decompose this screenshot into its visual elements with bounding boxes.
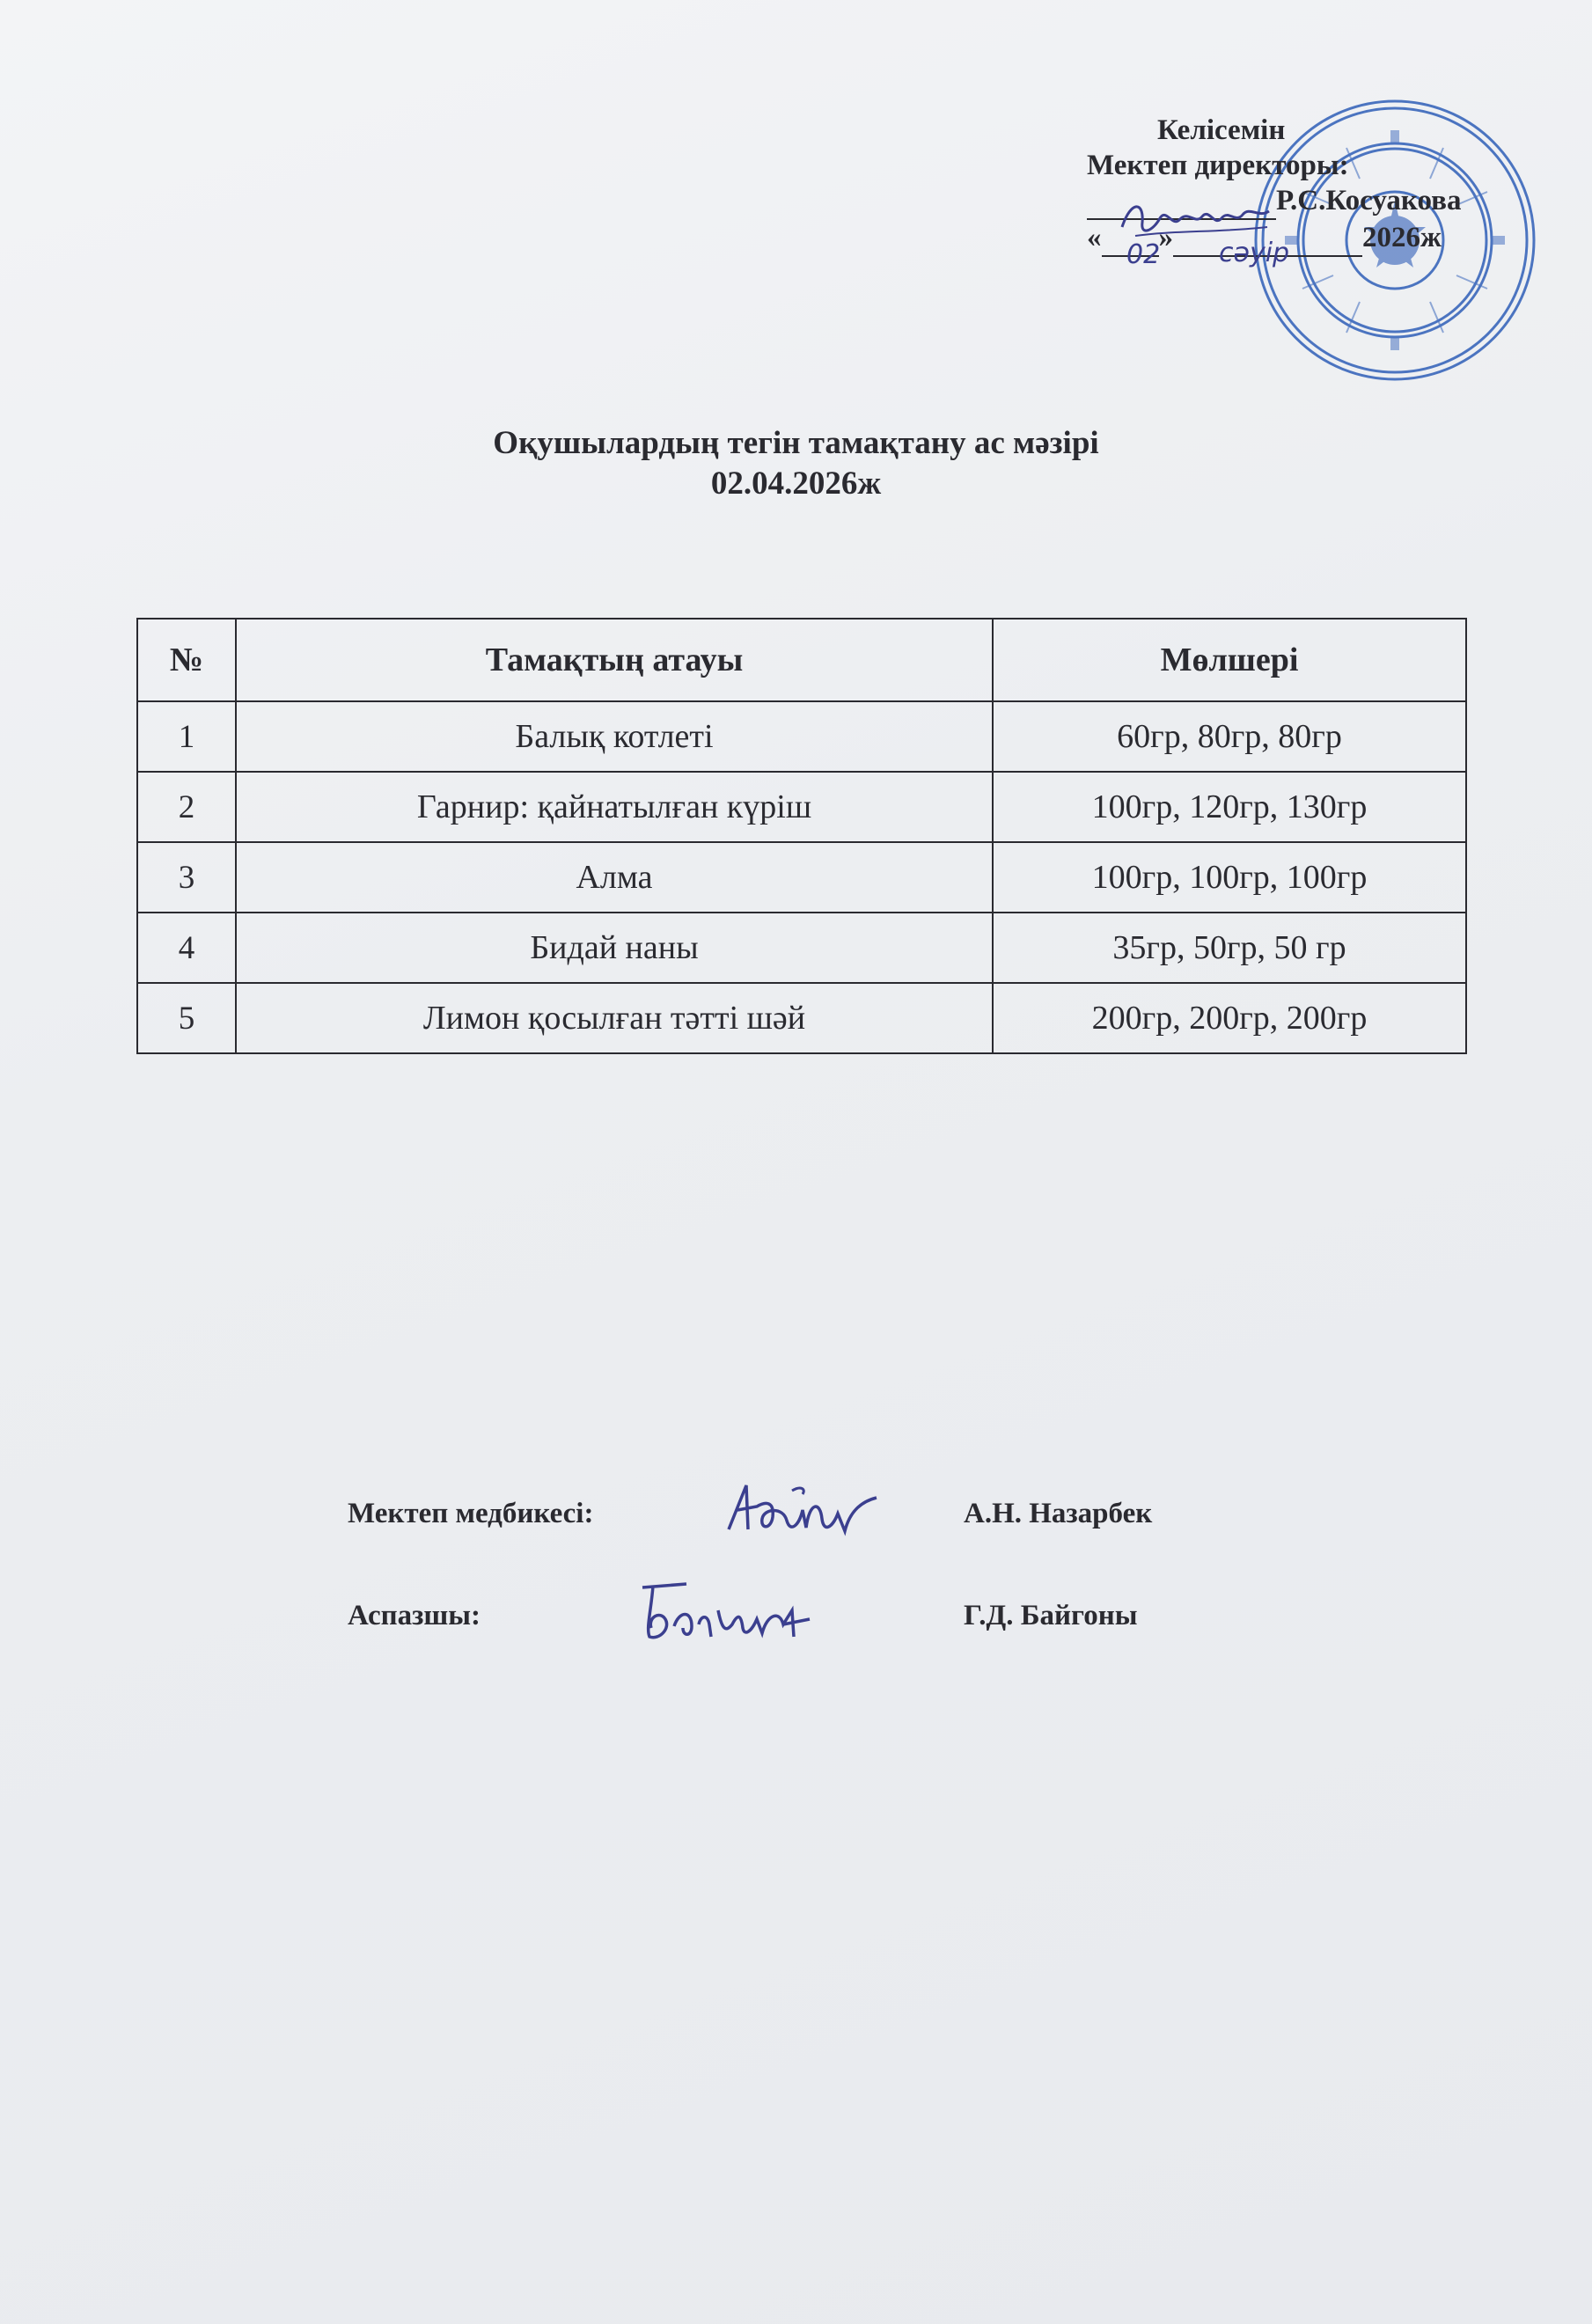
header-number: № bbox=[137, 619, 236, 701]
table-row bbox=[137, 913, 1466, 983]
handwritten-month: сәуір bbox=[1219, 238, 1290, 268]
row-number: 1 bbox=[137, 701, 236, 772]
row-number: 3 bbox=[137, 842, 236, 913]
table-row bbox=[137, 772, 1466, 842]
cook-signature bbox=[634, 1575, 827, 1646]
row-number: 2 bbox=[137, 772, 236, 842]
cook-role: Аспазшы: bbox=[348, 1600, 481, 1631]
table-header-row bbox=[137, 619, 1466, 701]
approval-role: Мектеп директоры: bbox=[1087, 150, 1349, 181]
date-quote-close: » bbox=[1158, 222, 1173, 253]
row-amount: 100гр, 100гр, 100гр bbox=[993, 842, 1466, 913]
date-quote-open: « bbox=[1087, 222, 1102, 253]
nurse-role: Мектеп медбикесі: bbox=[348, 1498, 594, 1529]
row-dish-name: Гарнир: қайнатылған күріш bbox=[236, 772, 993, 842]
cook-name: Г.Д. Байгоны bbox=[964, 1600, 1138, 1631]
director-signature bbox=[1118, 192, 1276, 245]
menu-table bbox=[136, 618, 1467, 1054]
row-amount: 35гр, 50гр, 50 гр bbox=[993, 913, 1466, 983]
row-dish-name: Лимон қосылған тәтті шәй bbox=[236, 983, 993, 1053]
row-dish-name: Бидай наны bbox=[236, 913, 993, 983]
header-dish-name: Тамақтың атауы bbox=[236, 619, 993, 701]
table-row bbox=[137, 701, 1466, 772]
row-amount: 100гр, 120гр, 130гр bbox=[993, 772, 1466, 842]
director-name: Р.С.Косуакова bbox=[1276, 185, 1462, 216]
row-amount: 60гр, 80гр, 80гр bbox=[993, 701, 1466, 772]
nurse-name: А.Н. Назарбек bbox=[964, 1498, 1153, 1529]
row-amount: 200гр, 200гр, 200гр bbox=[993, 983, 1466, 1053]
row-dish-name: Балық котлеті bbox=[236, 701, 993, 772]
handwritten-day: 02 bbox=[1126, 239, 1161, 270]
nurse-signature bbox=[722, 1475, 889, 1545]
page-date: 02.04.2026ж bbox=[710, 466, 882, 502]
table-row bbox=[137, 842, 1466, 913]
page-title: Оқушылардың тегін тамақтану ас мәзірі bbox=[493, 425, 1099, 461]
row-dish-name: Алма bbox=[236, 842, 993, 913]
table-row bbox=[137, 983, 1466, 1053]
row-number: 5 bbox=[137, 983, 236, 1053]
date-year: 2026ж bbox=[1362, 222, 1442, 253]
approval-heading: Келісемін bbox=[1157, 114, 1286, 146]
header-amount: Мөлшері bbox=[993, 619, 1466, 701]
row-number: 4 bbox=[137, 913, 236, 983]
